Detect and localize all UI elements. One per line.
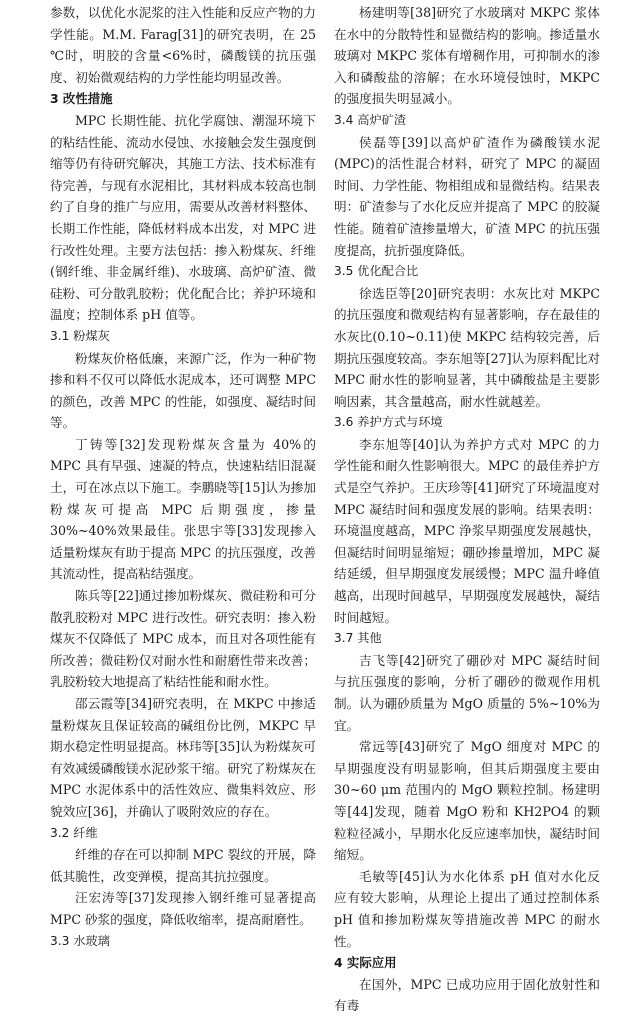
paragraph-continued: 参数，以优化水泥浆的注入性能和反应产物的力学性能。M.M. Farag[31]的研究表明，在 25 ℃时，明胶的含量<6%时，磷酸镁的抗压强度、初始微观结构的力学性能均明显改善。 (50, 5, 316, 85)
subsection-3-1-heading: 3.1 粉煤灰 (50, 328, 110, 343)
left-column (50, 2, 316, 952)
subsection-3-7-heading: 3.7 其他 (334, 631, 382, 646)
fly-ash-paragraph-2: 丁铸等[32]发现粉煤灰含量为 40%的 MPC 具有早强、速凝的特点，快速粘结旧混凝土，可在冰点以下施工。李鹏晓等[15]认为掺加粉煤灰可提高 MPC 后期强度，掺量 30%~40%效果最佳。张思宇等[33]发现掺入适量粉煤灰有助于提高 MPC 的抗压强度，改善其流动性，提高粘结强度。 (50, 436, 316, 582)
other-paragraph-2: 常远等[43]研究了 MgO 细度对 MPC 的早期强度没有明显影响，但其后期强度主要由 30~60 μm 范围内的 MgO 颗粒控制。杨建明等[44]发现，随着 MgO 粉和 KH2PO4 的颗粒粒径减小，早期水化反应速率加快，凝结时间缩短。 (334, 739, 600, 863)
subsection-3-3-heading: 3.3 水玻璃 (50, 933, 110, 948)
other-paragraph-1: 吉飞等[42]研究了硼砂对 MPC 凝结时间与抗压强度的影响，分析了硼砂的微观作用机制。认为硼砂质量为 MgO 质量的 5%~10%为宜。 (334, 652, 600, 733)
fiber-paragraph-2: 汪宏涛等[37]发现掺入钢纤维可显著提高 MPC 砂浆的强度，降低收缩率，提高耐磨性。 (50, 890, 316, 927)
slag-paragraph: 侯磊等[39]以高炉矿渣作为磷酸镁水泥(MPC)的活性混合材料，研究了 MPC 的凝固时间、力学性能、物相组成和显微结构。结果表明：矿渣参与了水化反应并提高了 MPC 的胶凝性能。随着矿渣掺量增大，矿渣 MPC 的抗压强度提高，抗折强度降低。 (334, 134, 600, 258)
mix-ratio-paragraph: 徐选臣等[20]研究表明：水灰比对 MKPC 的抗压强度和微观结构有显著影响，存在最佳的水灰比(0.10~0.11)使 MKPC 结构较完善，后期抗压强度较高。李东旭等[27]认为原料配比对 MPC 耐水性的影响显著，其中磷酸盐是主要影响因素，其含量越高，耐水性就越差。 (334, 285, 600, 409)
subsection-3-6-heading: 3.6 养护方式与环境 (334, 415, 443, 430)
section-3-heading: 3 改性措施 (50, 91, 113, 107)
fly-ash-paragraph-3: 陈兵等[22]通过掺加粉煤灰、微硅粉和可分散乳胶粉对 MPC 进行改性。研究表明：掺入粉煤灰不仅降低了 MPC 成本，而且对各项性能有所改善；微硅粉仅对耐水性和耐磨性带来改善；乳胶粉较大地提高了粘结性能和耐水性。 (50, 588, 316, 690)
section-3-intro: MPC 长期性能、抗化学腐蚀、潮湿环境下的粘结性能、流动水侵蚀、水接触会发生强度倒缩等仍有待研究解决，其施工方法、技术标准有待完善，与现有水泥相比，其材料成本较高也制约了自身的推广与应用，需要从改善材料整体、长期工作性能，降低材料成本出发，对 MPC 进行改性处理。主要方法包括：掺入粉煤灰、纤维(钢纤维、非金属纤维)、水玻璃、高炉矿渣、微硅粉、可分散乳胶粉；优化配合比；养护环境和温度；控制体系 pH 值等。 (50, 112, 316, 323)
right-column (334, 2, 600, 1017)
subsection-3-2-heading: 3.2 纤维 (50, 825, 98, 840)
applications-paragraph: 在国外，MPC 已成功应用于固化放射性和有毒 (334, 976, 600, 1014)
subsection-3-4-heading: 3.4 高炉矿渣 (334, 112, 407, 127)
other-paragraph-3: 毛敏等[45]认为水化体系 pH 值对水化反应有较大影响，从理论上提出了通过控制体系 pH 值和掺加粉煤灰等措施改善 MPC 的耐水性。 (334, 868, 600, 949)
section-4-heading: 4 实际应用 (334, 955, 397, 971)
water-glass-paragraph: 杨建明等[38]研究了水玻璃对 MKPC 浆体在水中的分散特性和显微结构的影响。掺适量水玻璃对 MKPC 浆体有增稠作用，可抑制水的渗入和磷酸盐的溶解；在水环境侵蚀时，MKPC 的强度损失明显减小。 (334, 5, 600, 107)
fly-ash-paragraph-4: 邵云霞等[34]研究表明，在 MKPC 中掺适量粉煤灰且保证较高的碱组份比例，MKPC 早期水稳定性明显提高。林玮等[35]认为粉煤灰可有效减缓磷酸镁水泥砂浆干缩。研究了粉煤灰在 MPC 水泥体系中的活性效应、微集料效应、形貌效应[36]，并确认了吸附效应的存在。 (50, 696, 316, 819)
subsection-3-5-heading: 3.5 优化配合比 (334, 264, 419, 279)
curing-paragraph: 李东旭等[40]认为养护方式对 MPC 的力学性能和耐久性影响很大。MPC 的最佳养护方式是空气养护。王庆珍等[41]研究了环境温度对 MPC 凝结时间和强度发展的影响。结果表明：环境温度越高，MPC 浄浆早期强度发展越快，但凝结时间明显缩短；硼砂掺量增加，MPC 凝结延缓，但早期强度发展缓慢；MPC 温升峰值越高，出现时间越早，早期强度发展越快，凝结时间越短。 (334, 436, 600, 625)
fiber-paragraph-1: 纤维的存在可以抑制 MPC 裂纹的开展，降低其脆性，改变弹模，提高其抗拉强度。 (50, 847, 316, 884)
fly-ash-paragraph-1: 粉煤灰价格低廉，来源广泛，作为一种矿物掺和料不仅可以降低水泥成本，还可调整 MPC 的颜色，改善 MPC 的性能，如强度、凝结时间等。 (50, 350, 316, 431)
